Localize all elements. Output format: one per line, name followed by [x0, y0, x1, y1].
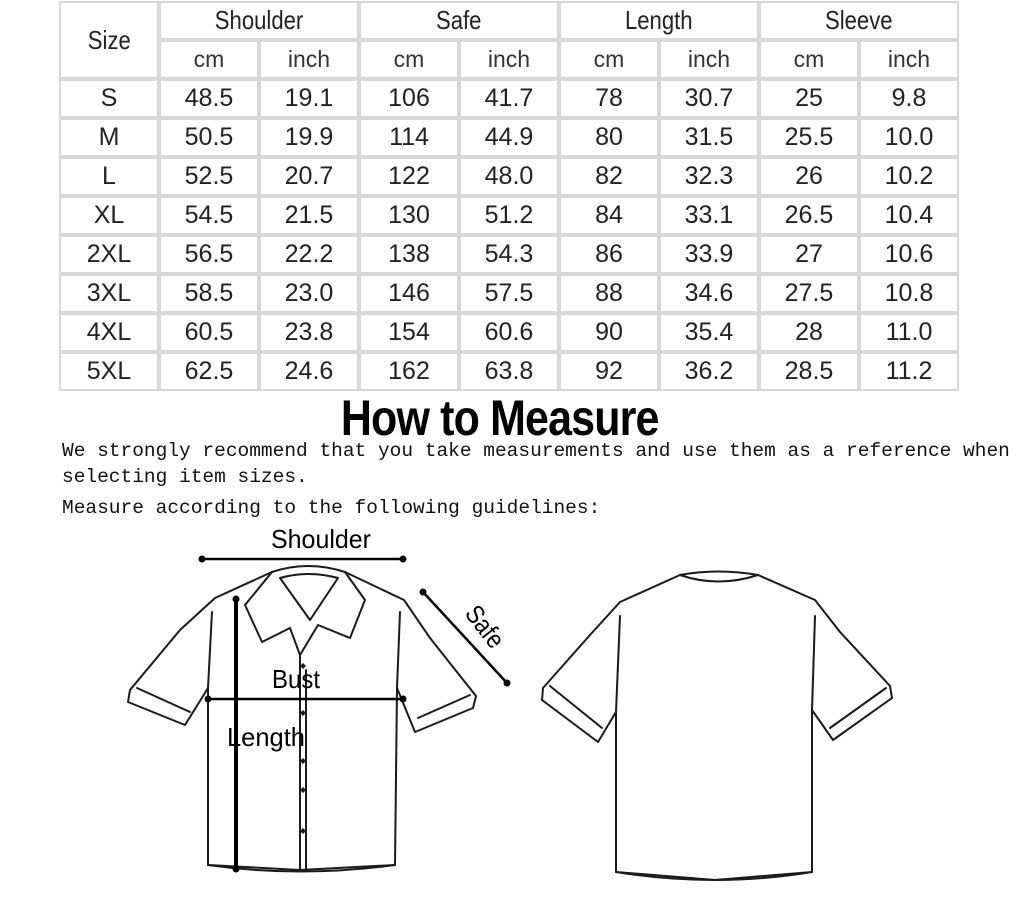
measurement-cell: 10.0 [859, 118, 959, 157]
measurement-cell: 122 [359, 157, 459, 196]
safe-group-header: Safe [359, 1, 559, 40]
size-cell: 5XL [59, 352, 159, 391]
measurement-cell: 86 [559, 235, 659, 274]
measurement-cell: 48.5 [159, 79, 259, 118]
measurement-cell: 62.5 [159, 352, 259, 391]
measurement-cell: 10.6 [859, 235, 959, 274]
measurement-cell: 78 [559, 79, 659, 118]
back-shirt-illustration [542, 572, 892, 881]
size-chart-table [59, 1, 959, 391]
measurement-cell: 25 [759, 79, 859, 118]
measurement-cell: 114 [359, 118, 459, 157]
instruction-line-2: selecting item sizes. [62, 466, 308, 488]
front-shirt-illustration [128, 566, 476, 872]
table-header-row [59, 1, 959, 40]
measurement-cell: 23.0 [259, 274, 359, 313]
table-row [59, 118, 959, 157]
instruction-line-3: Measure according to the following guidelines: [62, 497, 601, 519]
measurement-cell: 106 [359, 79, 459, 118]
measurement-cell: 21.5 [259, 196, 359, 235]
table-row [59, 352, 959, 391]
measurement-cell: 32.3 [659, 157, 759, 196]
measurement-cell: 20.7 [259, 157, 359, 196]
measurement-cell: 52.5 [159, 157, 259, 196]
size-cell: XL [59, 196, 159, 235]
unit-header: inch [459, 40, 559, 79]
table-row [59, 313, 959, 352]
measurement-cell: 44.9 [459, 118, 559, 157]
measurement-cell: 154 [359, 313, 459, 352]
measurement-cell: 54.3 [459, 235, 559, 274]
measurement-cell: 50.5 [159, 118, 259, 157]
measurement-cell: 56.5 [159, 235, 259, 274]
how-to-measure-title: How to Measure [341, 390, 659, 446]
unit-header: inch [259, 40, 359, 79]
unit-header: inch [859, 40, 959, 79]
measurement-cell: 138 [359, 235, 459, 274]
measurement-cell: 57.5 [459, 274, 559, 313]
measurement-cell: 11.2 [859, 352, 959, 391]
size-cell: M [59, 118, 159, 157]
measurement-cell: 82 [559, 157, 659, 196]
instruction-line-1: We strongly recommend that you take measurements and use them as a reference when [62, 440, 1010, 462]
length-group-header: Length [559, 1, 759, 40]
measurement-cell: 34.6 [659, 274, 759, 313]
measurement-cell: 19.9 [259, 118, 359, 157]
table-row [59, 196, 959, 235]
measurement-cell: 28 [759, 313, 859, 352]
table-row [59, 274, 959, 313]
measurement-cell: 33.9 [659, 235, 759, 274]
measurement-cell: 90 [559, 313, 659, 352]
measurement-cell: 10.8 [859, 274, 959, 313]
measurement-cell: 162 [359, 352, 459, 391]
measurement-cell: 26 [759, 157, 859, 196]
unit-header: inch [659, 40, 759, 79]
shoulder-group-header: Shoulder [159, 1, 359, 40]
unit-header: cm [759, 40, 859, 79]
unit-header: cm [159, 40, 259, 79]
measurement-cell: 22.2 [259, 235, 359, 274]
measurement-cell: 27 [759, 235, 859, 274]
measurement-cell: 9.8 [859, 79, 959, 118]
unit-header: cm [559, 40, 659, 79]
measurement-cell: 60.5 [159, 313, 259, 352]
measurement-cell: 84 [559, 196, 659, 235]
measurement-cell: 80 [559, 118, 659, 157]
measurement-cell: 31.5 [659, 118, 759, 157]
shoulder-label: Shoulder [271, 524, 372, 554]
measurement-cell: 41.7 [459, 79, 559, 118]
measurement-cell: 60.6 [459, 313, 559, 352]
table-row [59, 157, 959, 196]
measurement-cell: 146 [359, 274, 459, 313]
measurement-cell: 28.5 [759, 352, 859, 391]
measurement-cell: 35.4 [659, 313, 759, 352]
measurement-cell: 33.1 [659, 196, 759, 235]
table-row [59, 235, 959, 274]
unit-header: cm [359, 40, 459, 79]
length-label: Length [227, 722, 305, 752]
size-cell: 2XL [59, 235, 159, 274]
shirt-diagrams [0, 520, 1024, 898]
size-column-header: Size [59, 1, 159, 79]
sleeve-group-header: Sleeve [759, 1, 959, 40]
measurement-cell: 23.8 [259, 313, 359, 352]
measurement-cell: 130 [359, 196, 459, 235]
measurement-cell: 24.6 [259, 352, 359, 391]
size-cell: 4XL [59, 313, 159, 352]
measurement-cell: 63.8 [459, 352, 559, 391]
unit-header-row [59, 40, 959, 79]
measurement-cell: 10.4 [859, 196, 959, 235]
measurement-cell: 36.2 [659, 352, 759, 391]
safe-label: Safe [459, 599, 516, 660]
table-row [59, 79, 959, 118]
measurement-cell: 25.5 [759, 118, 859, 157]
bust-label: Bust [272, 664, 321, 694]
measurement-cell: 11.0 [859, 313, 959, 352]
measurement-cell: 19.1 [259, 79, 359, 118]
measurement-cell: 27.5 [759, 274, 859, 313]
measurement-cell: 54.5 [159, 196, 259, 235]
size-cell: 3XL [59, 274, 159, 313]
measurement-cell: 88 [559, 274, 659, 313]
size-cell: S [59, 79, 159, 118]
measurement-cell: 30.7 [659, 79, 759, 118]
measurement-cell: 58.5 [159, 274, 259, 313]
measurement-cell: 48.0 [459, 157, 559, 196]
measurement-cell: 26.5 [759, 196, 859, 235]
size-cell: L [59, 157, 159, 196]
measurement-cell: 51.2 [459, 196, 559, 235]
measurement-cell: 10.2 [859, 157, 959, 196]
measurement-cell: 92 [559, 352, 659, 391]
